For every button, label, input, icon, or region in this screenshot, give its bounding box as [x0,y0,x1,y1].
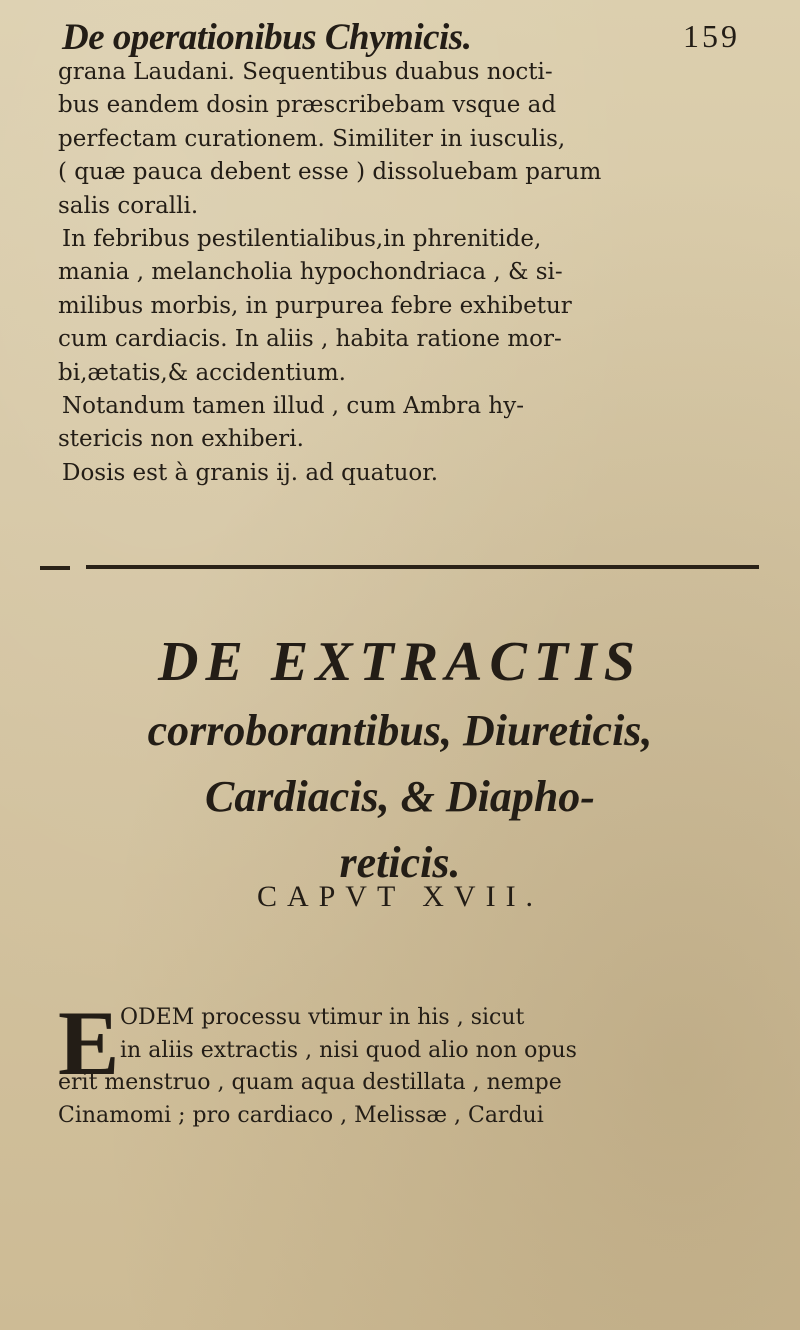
running-title: De operationibus Chymicis. [62,17,472,58]
text-line: stericis non exhiberi. [58,426,304,453]
text-line: cum cardiacis. In aliis , habita ratione mor- [58,326,562,353]
text-line: salis coralli. [58,192,199,219]
drop-cap: E [58,992,120,1094]
text-line: ODEM processu vtimur in his , sicut [120,1005,525,1030]
text-line: In febribus pestilentialibus,in phrenitide, [62,226,542,253]
text-line: milibus morbis, in purpurea febre exhibetur [58,292,572,319]
text-line: perfectam curationem. Similiter in iusculis, [58,125,566,152]
rule-ornament [40,566,70,570]
text-line: ( quæ pauca debent esse ) dissoluebam parum [58,159,602,186]
chapter-heading: CAPVT XVII. [256,880,544,913]
text-line: Notandum tamen illud , cum Ambra hy- [62,393,524,420]
section-title-line-4: reticis. [339,838,461,887]
section-title [0,626,800,896]
text-line: grana Laudani. Sequentibus duabus nocti- [58,59,553,85]
text-line: bus eandem dosin præscribebam vsque ad [58,92,557,119]
section-title-line-2: corroborantibus, Diureticis, [147,706,653,755]
rule-line [86,565,759,569]
text-line: bi,ætatis,& accidentium. [58,359,346,386]
text-line: mania , melancholia hypochondriaca , & si- [58,259,563,286]
section-title-line-1: DE EXTRACTIS [158,631,642,693]
chapter-body [58,992,748,1132]
text-line: erit menstruo , quam aqua destillata , nempe [58,1070,562,1095]
text-line: in aliis extractis , nisi quod alio non opus [120,1037,577,1063]
text-line: Cinamomi ; pro cardiaco , Melissæ , Cardui [58,1102,544,1128]
section-title-line-3: Cardiacis, & Diapho- [205,772,595,821]
text-line: Dosis est à granis ij. ad quatuor. [62,459,439,486]
page-number: 159 [683,18,740,54]
body-text [58,56,748,490]
section-rule [40,562,760,574]
